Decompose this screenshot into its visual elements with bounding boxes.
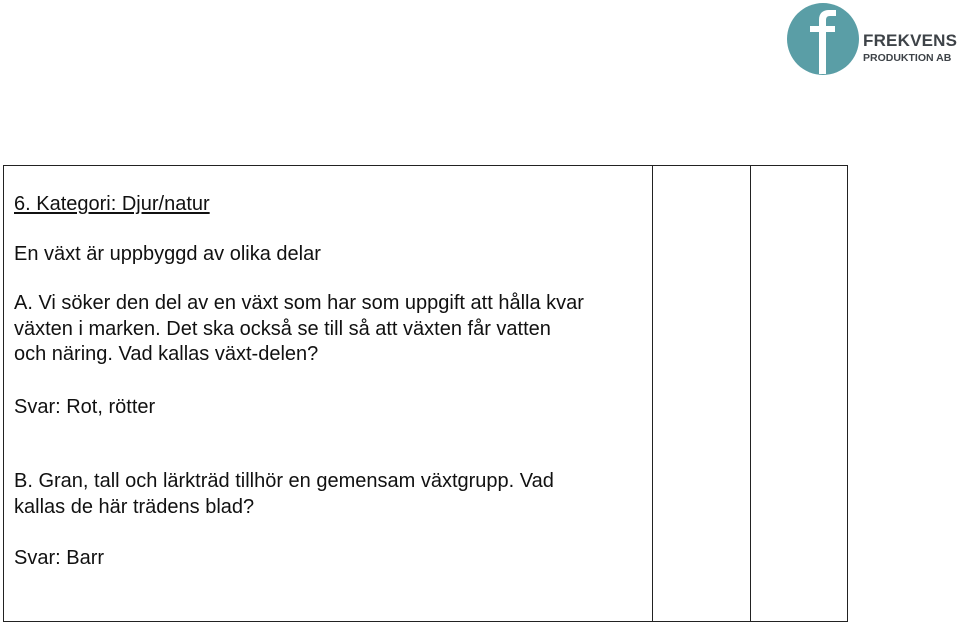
question-a-line: och näring. Vad kallas växt-delen? xyxy=(14,343,319,365)
logo-circle-icon xyxy=(786,2,862,78)
logo-subtitle: PRODUKTION AB xyxy=(863,52,952,64)
empty-score-cell xyxy=(751,166,848,622)
question-b-line: kallas de här trädens blad? xyxy=(14,495,255,518)
answer-a: Svar: Rot, rötter xyxy=(14,396,156,418)
question-a-line: växten i marken. Det ska också se till så att växten får vatten xyxy=(14,317,551,340)
question-a-line: A. Vi söker den del av en växt som har som uppgift att hålla kvar xyxy=(14,292,584,314)
category-heading: 6. Kategori: Djur/natur xyxy=(14,193,210,215)
intro-text: En växt är uppbyggd av olika delar xyxy=(14,243,321,265)
question-b-line: B. Gran, tall och lärkträd tillhör en gemensam växtgrupp. Vad xyxy=(14,470,554,492)
question-b xyxy=(14,469,554,520)
empty-score-cell xyxy=(653,166,751,622)
answer-b: Svar: Barr xyxy=(14,547,105,569)
question-table xyxy=(3,165,848,622)
company-logo xyxy=(786,2,960,78)
logo-name: FREKVENS xyxy=(863,31,958,50)
question-cell xyxy=(4,166,653,622)
question-a xyxy=(14,291,584,368)
